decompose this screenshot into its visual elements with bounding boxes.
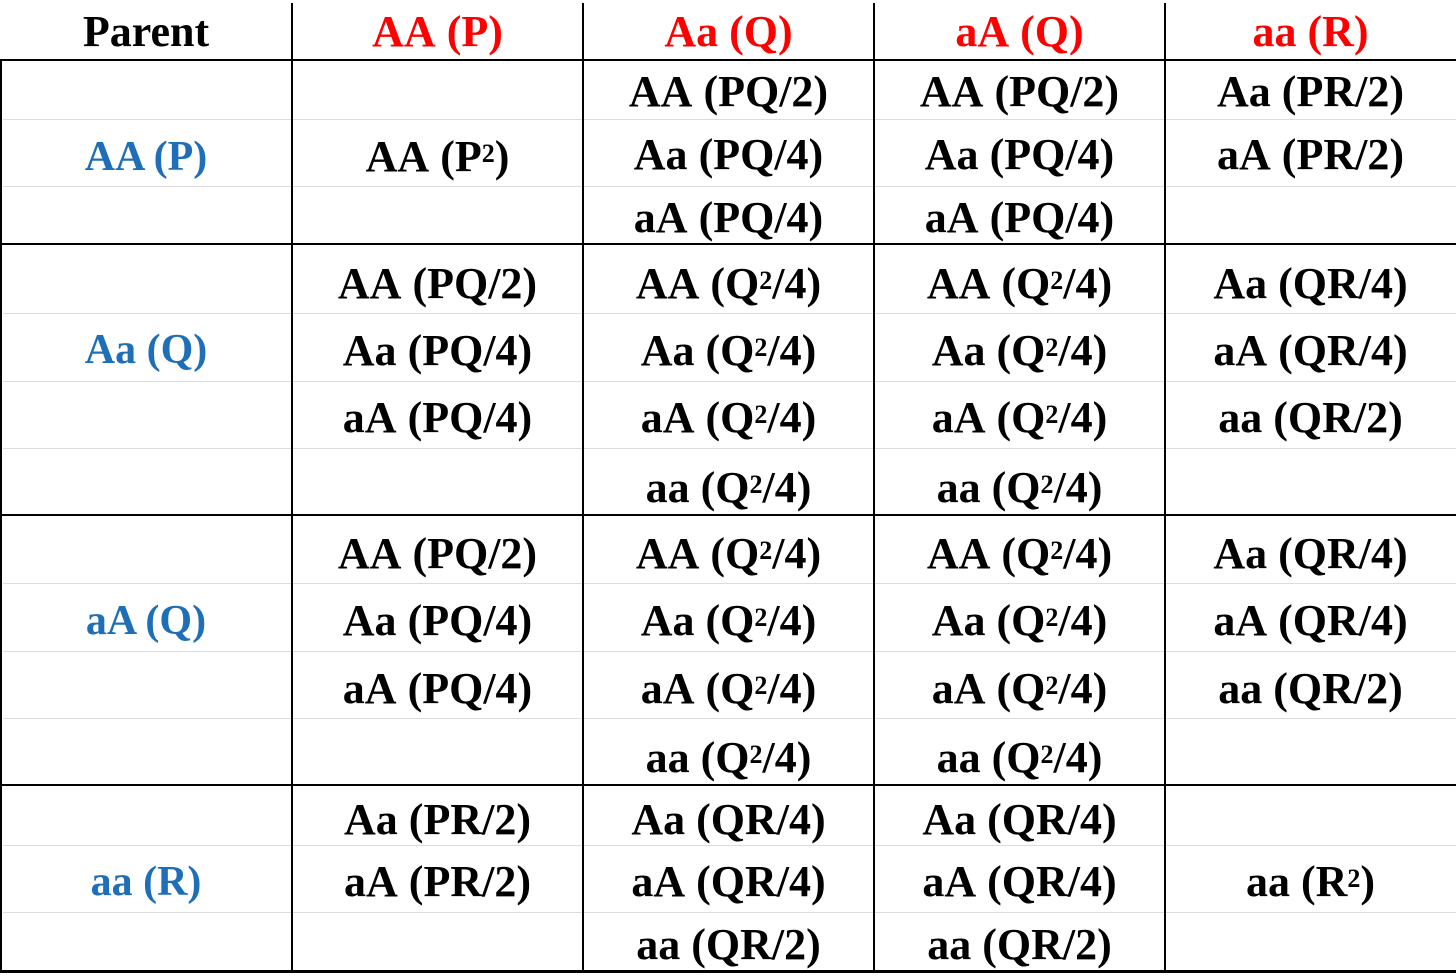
offspring-genotype: aA — [344, 857, 398, 906]
offspring-genotype: Aa — [1213, 529, 1268, 578]
offspring-frequency: (PR/2) — [408, 857, 531, 906]
frequency-suffix: /4) — [1058, 596, 1108, 645]
offspring-entry — [583, 849, 874, 915]
offspring-frequency: (PQ/4) — [407, 596, 533, 645]
offspring-entry — [1165, 656, 1456, 722]
column-divider — [582, 3, 584, 973]
offspring-frequency: (PQ/4) — [407, 664, 533, 713]
table-cell — [292, 785, 583, 971]
column-divider — [1164, 3, 1166, 973]
offspring-genotype: Aa — [640, 596, 695, 645]
offspring-genotype: aa — [1245, 857, 1290, 906]
offspring-genotype: AA — [365, 132, 430, 181]
column-divider — [291, 3, 293, 973]
row-divider — [3, 381, 1456, 382]
offspring-frequency: (R — [1300, 857, 1348, 906]
frequency-suffix: /4) — [762, 733, 812, 782]
offspring-entry: AA (Q $^2$ /4) — [635, 259, 822, 308]
offspring-entry — [874, 122, 1165, 188]
offspring-frequency: (PQ/4) — [407, 393, 533, 442]
offspring-entry — [1165, 385, 1456, 451]
offspring-entry — [292, 521, 583, 587]
offspring-entry — [292, 588, 583, 654]
offspring-genotype: aA — [1213, 596, 1268, 645]
offspring-entry — [874, 849, 1165, 915]
offspring-genotype: aA — [631, 857, 686, 906]
offspring-entry — [1165, 521, 1456, 587]
offspring-entry — [1165, 318, 1456, 384]
column-header-frequency: (Q) — [1020, 6, 1084, 56]
offspring-frequency: (QR/2) — [691, 920, 821, 969]
offspring-frequency: (PQ/2) — [412, 259, 538, 308]
offspring-genotype: AA — [926, 259, 991, 308]
row-border — [0, 514, 1456, 516]
offspring-genotype: aA — [1217, 130, 1271, 179]
table-cell — [1165, 515, 1456, 785]
table-cell — [1165, 244, 1456, 515]
offspring-entry — [1165, 251, 1456, 317]
frequency-suffix: /4) — [1053, 463, 1103, 512]
offspring-entry — [1165, 588, 1456, 654]
column-header-2 — [583, 3, 874, 60]
table-cell — [874, 244, 1165, 515]
offspring-entry: aa (Q $^2$ /4) — [936, 463, 1103, 512]
offspring-genotype: aA — [640, 664, 695, 713]
table-cell — [874, 60, 1165, 244]
offspring-frequency: (QR/4) — [1278, 326, 1408, 375]
row-header-4 — [0, 849, 292, 915]
row-border — [0, 59, 1456, 61]
row-divider — [3, 718, 1456, 719]
offspring-genotype: aa — [645, 733, 690, 782]
offspring-entry — [874, 59, 1165, 125]
table-left-border — [0, 60, 2, 973]
column-header-frequency: (Q) — [729, 6, 793, 56]
offspring-entry: AA (Q $^2$ /4) — [926, 529, 1113, 578]
offspring-genotype: Aa — [922, 795, 977, 844]
offspring-genotype: Aa — [1217, 67, 1271, 116]
frequency-suffix: /4) — [772, 259, 822, 308]
offspring-frequency: (PQ/2) — [994, 67, 1120, 116]
offspring-frequency: (Q — [705, 326, 755, 375]
frequency-suffix: /4) — [767, 596, 817, 645]
offspring-genotype: aa — [636, 920, 681, 969]
row-header-label: aa (R) — [90, 859, 202, 905]
row-header-1 — [0, 124, 292, 190]
offspring-entry: aa (R $^2$ ) — [1245, 857, 1376, 906]
column-header-genotype: aA — [955, 6, 1010, 56]
offspring-genotype: Aa — [640, 326, 695, 375]
row-divider — [3, 912, 1456, 913]
offspring-entry: Aa (Q $^2$ /4) — [640, 326, 817, 375]
offspring-genotype: Aa — [924, 130, 979, 179]
offspring-frequency: (Q — [1001, 259, 1051, 308]
offspring-genotype: aa — [1218, 664, 1263, 713]
offspring-genotype: Aa — [633, 130, 688, 179]
column-header-frequency: (P) — [446, 6, 503, 56]
offspring-entry — [583, 59, 874, 125]
row-header-label: aA (Q) — [85, 598, 207, 644]
offspring-frequency: (QR/2) — [1273, 393, 1403, 442]
offspring-entry: aA (Q $^2$ /4) — [640, 664, 817, 713]
offspring-genotype: AA — [337, 529, 402, 578]
offspring-genotype: AA — [926, 529, 991, 578]
offspring-entry: aA (Q $^2$ /4) — [640, 393, 817, 442]
frequency-suffix: /4) — [1058, 393, 1108, 442]
offspring-entry — [874, 185, 1165, 251]
offspring-entry: Aa (Q $^2$ /4) — [931, 326, 1108, 375]
row-header-3 — [0, 588, 292, 654]
offspring-frequency: (PR/2) — [1281, 130, 1404, 179]
offspring-genotype: AA — [635, 259, 700, 308]
column-header-1 — [292, 3, 583, 60]
offspring-frequency: (QR/4) — [987, 795, 1117, 844]
offspring-entry — [292, 251, 583, 317]
column-header-4 — [1165, 3, 1456, 60]
offspring-genotype: Aa — [342, 326, 397, 375]
offspring-entry: aa (Q $^2$ /4) — [645, 733, 812, 782]
offspring-genotype: AA — [628, 67, 693, 116]
offspring-frequency: (PQ/4) — [698, 193, 824, 242]
table-cell — [874, 785, 1165, 971]
row-divider — [3, 583, 1456, 584]
offspring-frequency: (Q — [1001, 529, 1051, 578]
row-divider — [3, 119, 1456, 120]
row-divider — [3, 651, 1456, 652]
row-border — [0, 243, 1456, 245]
column-header-genotype: aa — [1252, 6, 1297, 56]
offspring-frequency: (PR/2) — [1281, 67, 1404, 116]
offspring-entry: AA (P $^2$ ) — [365, 132, 510, 181]
offspring-frequency: (Q — [991, 463, 1041, 512]
offspring-frequency: (PQ/4) — [698, 130, 824, 179]
offspring-frequency: (PQ/2) — [703, 67, 829, 116]
offspring-genotype: aA — [640, 393, 695, 442]
offspring-genotype: aa — [936, 463, 981, 512]
frequency-suffix: /4) — [1063, 529, 1113, 578]
offspring-frequency: (Q — [991, 733, 1041, 782]
offspring-genotype: aA — [633, 193, 688, 242]
offspring-entry: aa (Q $^2$ /4) — [936, 733, 1103, 782]
offspring-frequency: (Q — [705, 596, 755, 645]
offspring-frequency: (QR/4) — [1278, 596, 1408, 645]
table-cell — [292, 515, 583, 785]
offspring-frequency: (QR/4) — [1278, 529, 1408, 578]
offspring-entry — [874, 787, 1165, 853]
offspring-genotype: aa — [645, 463, 690, 512]
row-divider — [3, 845, 1456, 846]
table-cell — [583, 785, 874, 971]
offspring-genotype: Aa — [342, 596, 397, 645]
frequency-suffix: /4) — [767, 393, 817, 442]
offspring-frequency: (QR/2) — [982, 920, 1112, 969]
offspring-entry: aA (Q $^2$ /4) — [931, 393, 1108, 442]
offspring-genotype: aA — [342, 393, 397, 442]
row-divider — [3, 313, 1456, 314]
frequency-suffix: ) — [1360, 857, 1376, 906]
offspring-entry — [292, 656, 583, 722]
offspring-genotype: aA — [1213, 326, 1268, 375]
offspring-frequency: (Q — [996, 596, 1046, 645]
offspring-frequency: (QR/4) — [696, 795, 826, 844]
offspring-genotype: aA — [924, 193, 979, 242]
offspring-genotype: AA — [337, 259, 402, 308]
offspring-genotype: aA — [342, 664, 397, 713]
offspring-frequency: (PQ/4) — [989, 130, 1115, 179]
offspring-frequency: (PQ/4) — [407, 326, 533, 375]
offspring-entry: Aa (Q $^2$ /4) — [640, 596, 817, 645]
offspring-frequency: (QR/4) — [1278, 259, 1408, 308]
offspring-genotype: AA — [919, 67, 984, 116]
offspring-frequency: (PR/2) — [408, 795, 531, 844]
offspring-entry — [292, 318, 583, 384]
offspring-frequency: (P — [440, 132, 482, 181]
offspring-frequency: (Q — [700, 733, 750, 782]
frequency-suffix: /4) — [762, 463, 812, 512]
row-header-label: AA (P) — [84, 134, 208, 180]
table-cell — [1165, 60, 1456, 244]
row-header-2 — [0, 317, 292, 383]
offspring-entry — [583, 122, 874, 188]
offspring-frequency: (QR/4) — [696, 857, 826, 906]
offspring-entry — [874, 912, 1165, 978]
frequency-suffix: /4) — [1058, 326, 1108, 375]
frequency-suffix: ) — [494, 132, 510, 181]
offspring-entry — [292, 385, 583, 451]
offspring-entry: AA (Q $^2$ /4) — [635, 529, 822, 578]
offspring-frequency: (Q — [705, 393, 755, 442]
offspring-entry — [583, 787, 874, 853]
column-divider — [873, 3, 875, 973]
offspring-genotype: aa — [936, 733, 981, 782]
offspring-genotype: aa — [927, 920, 972, 969]
offspring-entry: AA (Q $^2$ /4) — [926, 259, 1113, 308]
frequency-suffix: /4) — [767, 326, 817, 375]
table-cell — [1165, 785, 1456, 971]
offspring-entry: Aa (Q $^2$ /4) — [931, 596, 1108, 645]
corner-label: Parent — [82, 6, 210, 56]
offspring-frequency: (Q — [710, 529, 760, 578]
offspring-genotype: aA — [931, 664, 986, 713]
offspring-entry — [1165, 122, 1456, 188]
table-cell — [583, 515, 874, 785]
offspring-frequency: (QR/4) — [987, 857, 1117, 906]
offspring-frequency: (Q — [996, 326, 1046, 375]
frequency-suffix: /4) — [767, 664, 817, 713]
frequency-suffix: /4) — [1058, 664, 1108, 713]
table-cell — [583, 60, 874, 244]
offspring-frequency: (Q — [996, 393, 1046, 442]
offspring-frequency: (Q — [705, 664, 755, 713]
row-header-label: Aa (Q) — [84, 327, 208, 373]
table-cell — [583, 244, 874, 515]
table-cell — [292, 60, 583, 244]
column-header-genotype: AA — [372, 6, 436, 56]
column-header-genotype: Aa — [664, 6, 719, 56]
offspring-entry: aa (Q $^2$ /4) — [645, 463, 812, 512]
frequency-suffix: /4) — [1053, 733, 1103, 782]
corner-header — [0, 3, 292, 60]
row-divider — [3, 448, 1456, 449]
column-header-frequency: (R) — [1307, 6, 1369, 56]
offspring-entry — [292, 787, 583, 853]
offspring-genotype: Aa — [344, 795, 398, 844]
offspring-genotype: AA — [635, 529, 700, 578]
frequency-suffix: /4) — [772, 529, 822, 578]
offspring-entry — [1165, 59, 1456, 125]
table-cell — [874, 515, 1165, 785]
offspring-entry — [583, 185, 874, 251]
offspring-genotype: Aa — [931, 326, 986, 375]
offspring-frequency: (Q — [700, 463, 750, 512]
offspring-frequency: (Q — [996, 664, 1046, 713]
row-border — [0, 784, 1456, 786]
offspring-genotype: Aa — [631, 795, 686, 844]
offspring-genotype: aA — [922, 857, 977, 906]
offspring-entry — [292, 849, 583, 915]
offspring-frequency: (PQ/2) — [412, 529, 538, 578]
offspring-genotype: Aa — [931, 596, 986, 645]
offspring-genotype: Aa — [1213, 259, 1268, 308]
offspring-frequency: (Q — [710, 259, 760, 308]
offspring-entry: aA (Q $^2$ /4) — [931, 664, 1108, 713]
offspring-frequency: (QR/2) — [1273, 664, 1403, 713]
frequency-suffix: /4) — [1063, 259, 1113, 308]
offspring-genotype: aA — [931, 393, 986, 442]
row-divider — [3, 186, 1456, 187]
offspring-frequency: (PQ/4) — [989, 193, 1115, 242]
offspring-entry — [583, 912, 874, 978]
column-header-3 — [874, 3, 1165, 60]
table-cell — [292, 244, 583, 515]
offspring-genotype: aa — [1218, 393, 1263, 442]
